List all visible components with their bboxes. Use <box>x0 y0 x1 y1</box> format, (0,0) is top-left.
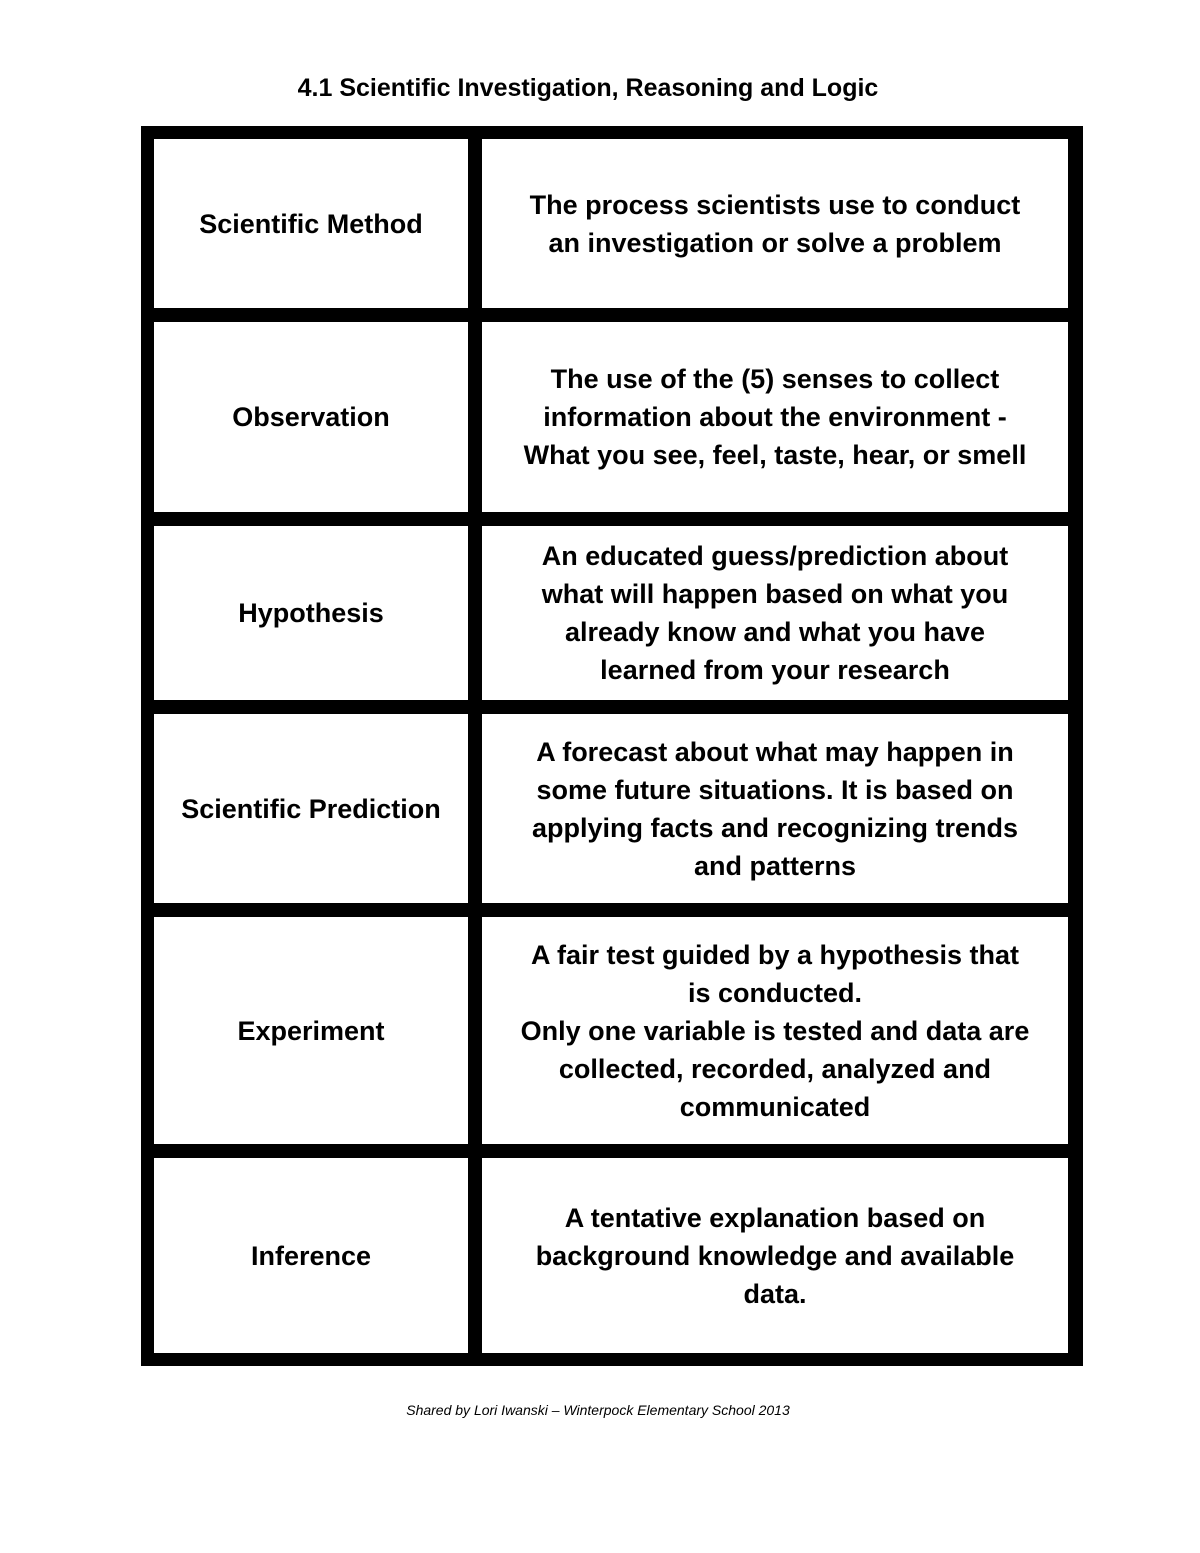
term-label: Experiment <box>237 1015 385 1046</box>
definition-cell-hypothesis <box>482 526 1068 700</box>
term-label: Scientific Prediction <box>181 793 441 824</box>
term-cell-scientific-prediction <box>154 714 468 903</box>
term-label: Observation <box>232 402 390 432</box>
definition-cell-scientific-method <box>482 139 1068 308</box>
term-label: Hypothesis <box>238 598 384 628</box>
page-title: 4.1 Scientific Investigation, Reasoning and Logic <box>297 74 879 102</box>
term-cell-inference <box>154 1158 468 1353</box>
definition-cell-inference <box>482 1158 1068 1353</box>
term-cell-observation <box>154 322 468 512</box>
definition-text: An educated guess/prediction about what will happen based on what you already know and what you have learned from your research <box>541 541 1009 685</box>
definition-text: A tentative explanation based on background knowledge and available data. <box>535 1202 1015 1309</box>
definition-text: A fair test guided by a hypothesis that is conducted. Only one variable is tested and data are collected, recorded, analyzed and communicated <box>520 939 1030 1122</box>
term-label: Inference <box>250 1240 372 1271</box>
definition-text: The use of the (5) senses to collect information about the environment - What you see, feel, taste, hear, or smell <box>523 364 1027 470</box>
term-cell-hypothesis <box>154 526 468 700</box>
definition-text: A forecast about what may happen in some future situations. It is based on applying facts and recognizing trends and patterns <box>531 736 1019 881</box>
definition-cell-scientific-prediction <box>482 714 1068 903</box>
term-cell-scientific-method <box>154 139 468 308</box>
definition-cell-observation <box>482 322 1068 512</box>
term-cell-experiment <box>154 917 468 1144</box>
definition-text: The process scientists use to conduct an investigation or solve a problem <box>529 189 1021 258</box>
footer-credit: Shared by Lori Iwanski – Winterpock Elementary School 2013 <box>406 1402 790 1418</box>
definition-cell-experiment <box>482 917 1068 1144</box>
term-label: Scientific Method <box>199 208 423 239</box>
vocabulary-table <box>141 126 1083 1366</box>
